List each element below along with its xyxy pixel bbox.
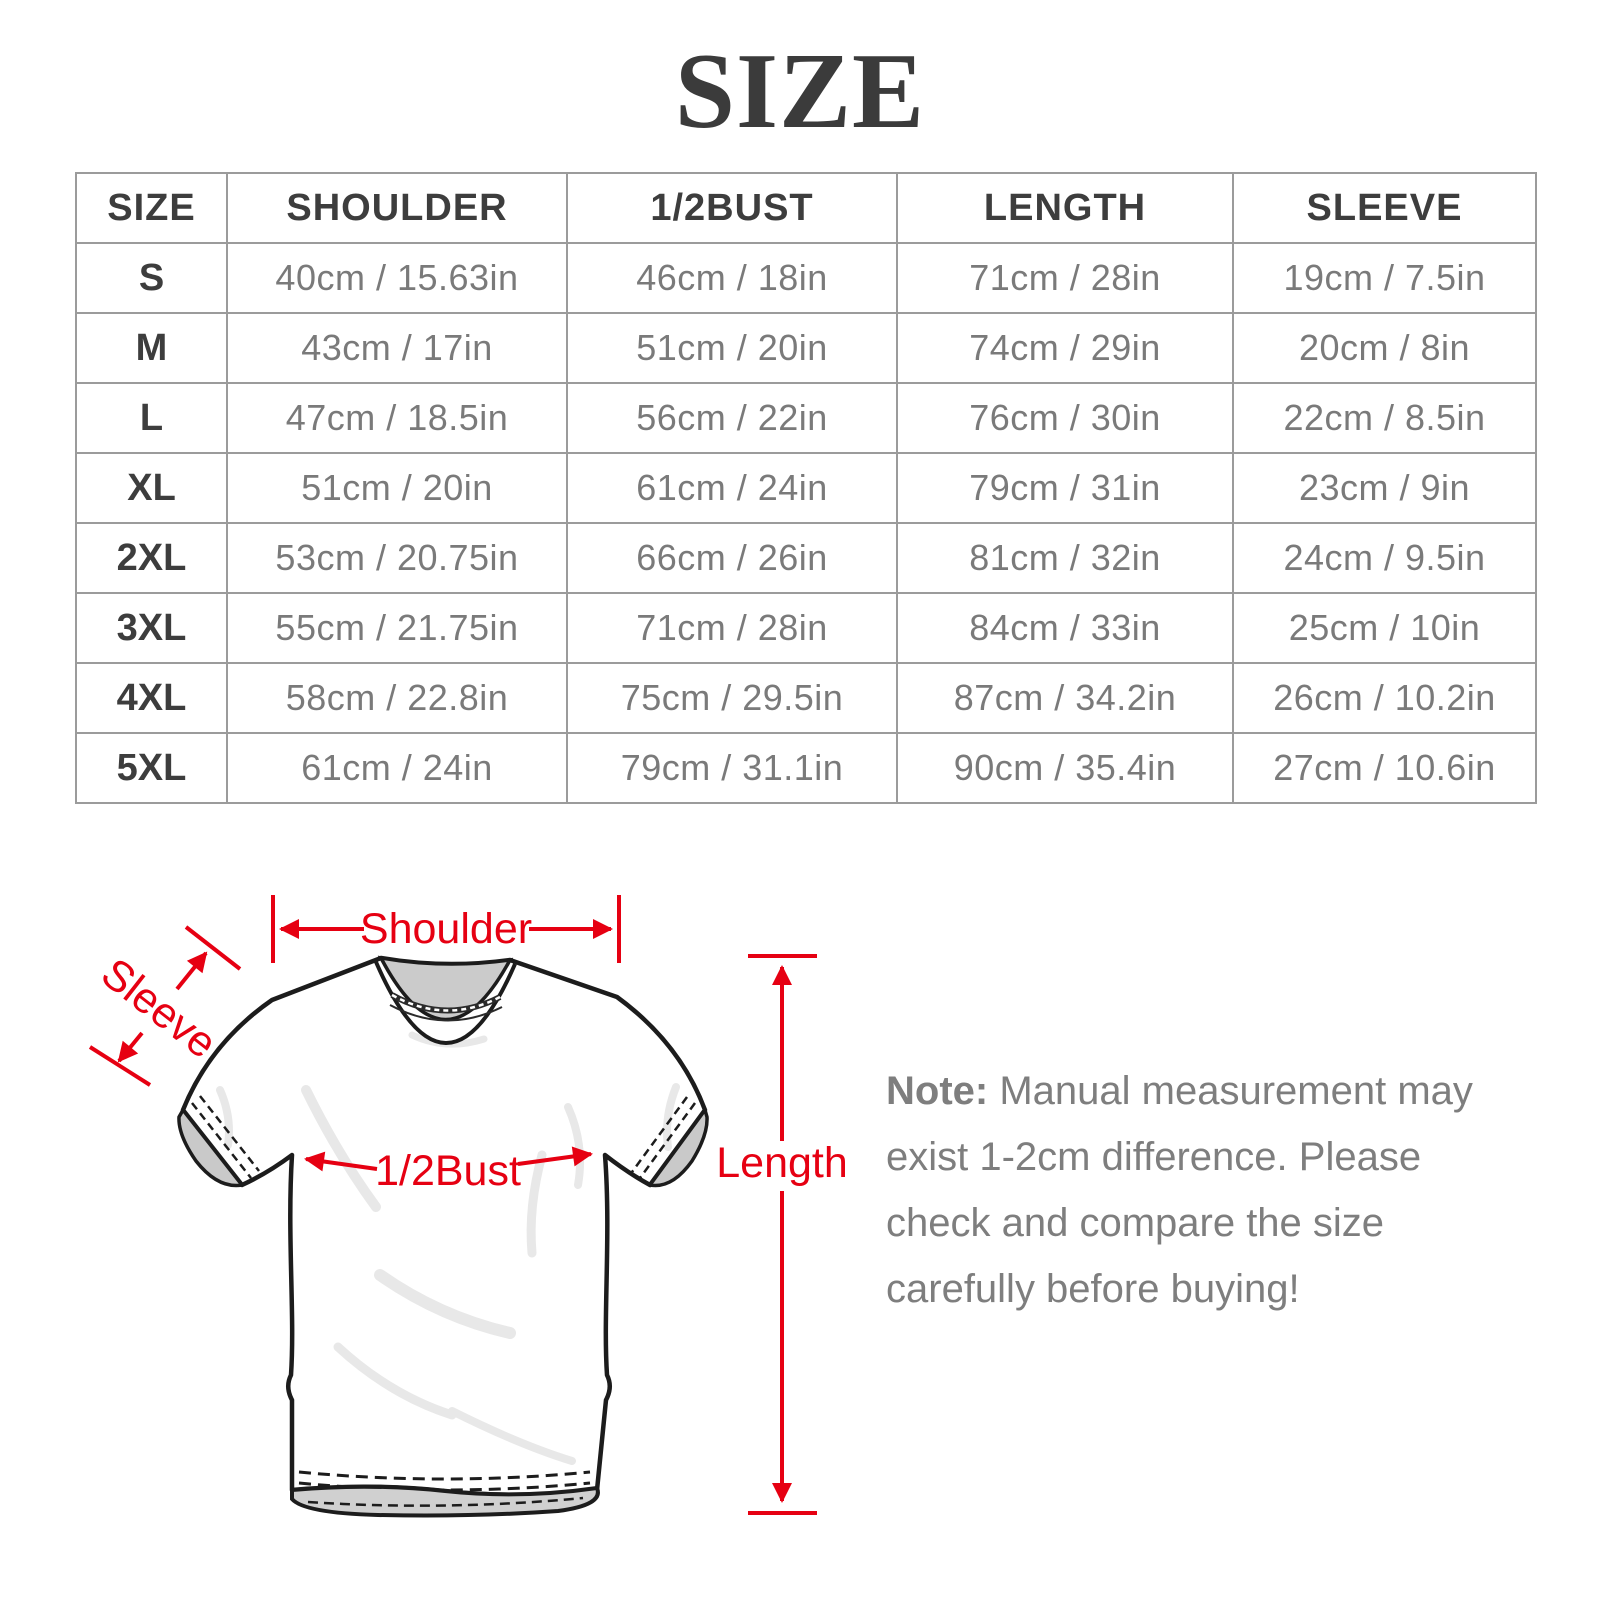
size-cell: 4XL [76,663,227,733]
table-row [76,663,1536,733]
table-row [76,243,1536,313]
note-line [886,1058,1511,1124]
table-row [76,383,1536,453]
value-cell: 81cm / 32in [897,523,1233,593]
value-cell: 51cm / 20in [567,313,897,383]
col-header-bust: 1/2BUST [567,173,897,243]
value-cell: 51cm / 20in [227,453,567,523]
col-header-length: LENGTH [897,173,1233,243]
size-cell: XL [76,453,227,523]
length-label: Length [716,1139,848,1187]
sleeve-tick-top [186,927,240,969]
sleeve-arrow-up [177,953,206,989]
value-cell: 24cm / 9.5in [1233,523,1536,593]
value-cell: 55cm / 21.75in [227,593,567,663]
note-text [886,1058,1511,1322]
table-row [76,523,1536,593]
sleeve-tick-bottom [90,1047,150,1085]
value-cell: 75cm / 29.5in [567,663,897,733]
value-cell: 90cm / 35.4in [897,733,1233,803]
sleeve-label: Sleeve [92,949,226,1068]
value-cell: 47cm / 18.5in [227,383,567,453]
size-table [75,172,1537,804]
value-cell: 87cm / 34.2in [897,663,1233,733]
table-row [76,313,1536,383]
size-cell: L [76,383,227,453]
value-cell: 58cm / 22.8in [227,663,567,733]
value-cell: 26cm / 10.2in [1233,663,1536,733]
value-cell: 22cm / 8.5in [1233,383,1536,453]
tshirt-measurement-diagram [80,855,880,1595]
value-cell: 71cm / 28in [567,593,897,663]
value-cell: 25cm / 10in [1233,593,1536,663]
value-cell: 20cm / 8in [1233,313,1536,383]
note-label: Note: [886,1069,989,1113]
size-cell: 3XL [76,593,227,663]
col-header-shoulder: SHOULDER [227,173,567,243]
value-cell: 71cm / 28in [897,243,1233,313]
size-cell: 5XL [76,733,227,803]
table-header-row [76,173,1536,243]
length-arrow [748,956,817,1513]
note-line: carefully before buying! [886,1267,1300,1311]
value-cell: 27cm / 10.6in [1233,733,1536,803]
size-cell: S [76,243,227,313]
note-line: check and compare the size [886,1201,1385,1245]
sleeve-arrow-down [119,1033,142,1061]
col-header-sleeve: SLEEVE [1233,173,1536,243]
value-cell: 79cm / 31.1in [567,733,897,803]
value-cell: 53cm / 20.75in [227,523,567,593]
value-cell: 23cm / 9in [1233,453,1536,523]
tshirt-drawing [179,958,707,1516]
note-line: exist 1-2cm difference. Please [886,1135,1422,1179]
value-cell: 84cm / 33in [897,593,1233,663]
value-cell: 61cm / 24in [567,453,897,523]
bust-label: 1/2Bust [375,1147,521,1195]
table-row [76,593,1536,663]
value-cell: 76cm / 30in [897,383,1233,453]
page-title: SIZE [674,32,926,151]
value-cell: 40cm / 15.63in [227,243,567,313]
table-row [76,453,1536,523]
value-cell: 19cm / 7.5in [1233,243,1536,313]
note-line-text: Manual measurement may [999,1069,1473,1113]
value-cell: 74cm / 29in [897,313,1233,383]
size-cell: 2XL [76,523,227,593]
value-cell: 56cm / 22in [567,383,897,453]
value-cell: 46cm / 18in [567,243,897,313]
shoulder-label: Shoulder [359,905,533,953]
value-cell: 43cm / 17in [227,313,567,383]
value-cell: 61cm / 24in [227,733,567,803]
value-cell: 79cm / 31in [897,453,1233,523]
table-row [76,733,1536,803]
size-cell: M [76,313,227,383]
col-header-size: SIZE [76,173,227,243]
value-cell: 66cm / 26in [567,523,897,593]
